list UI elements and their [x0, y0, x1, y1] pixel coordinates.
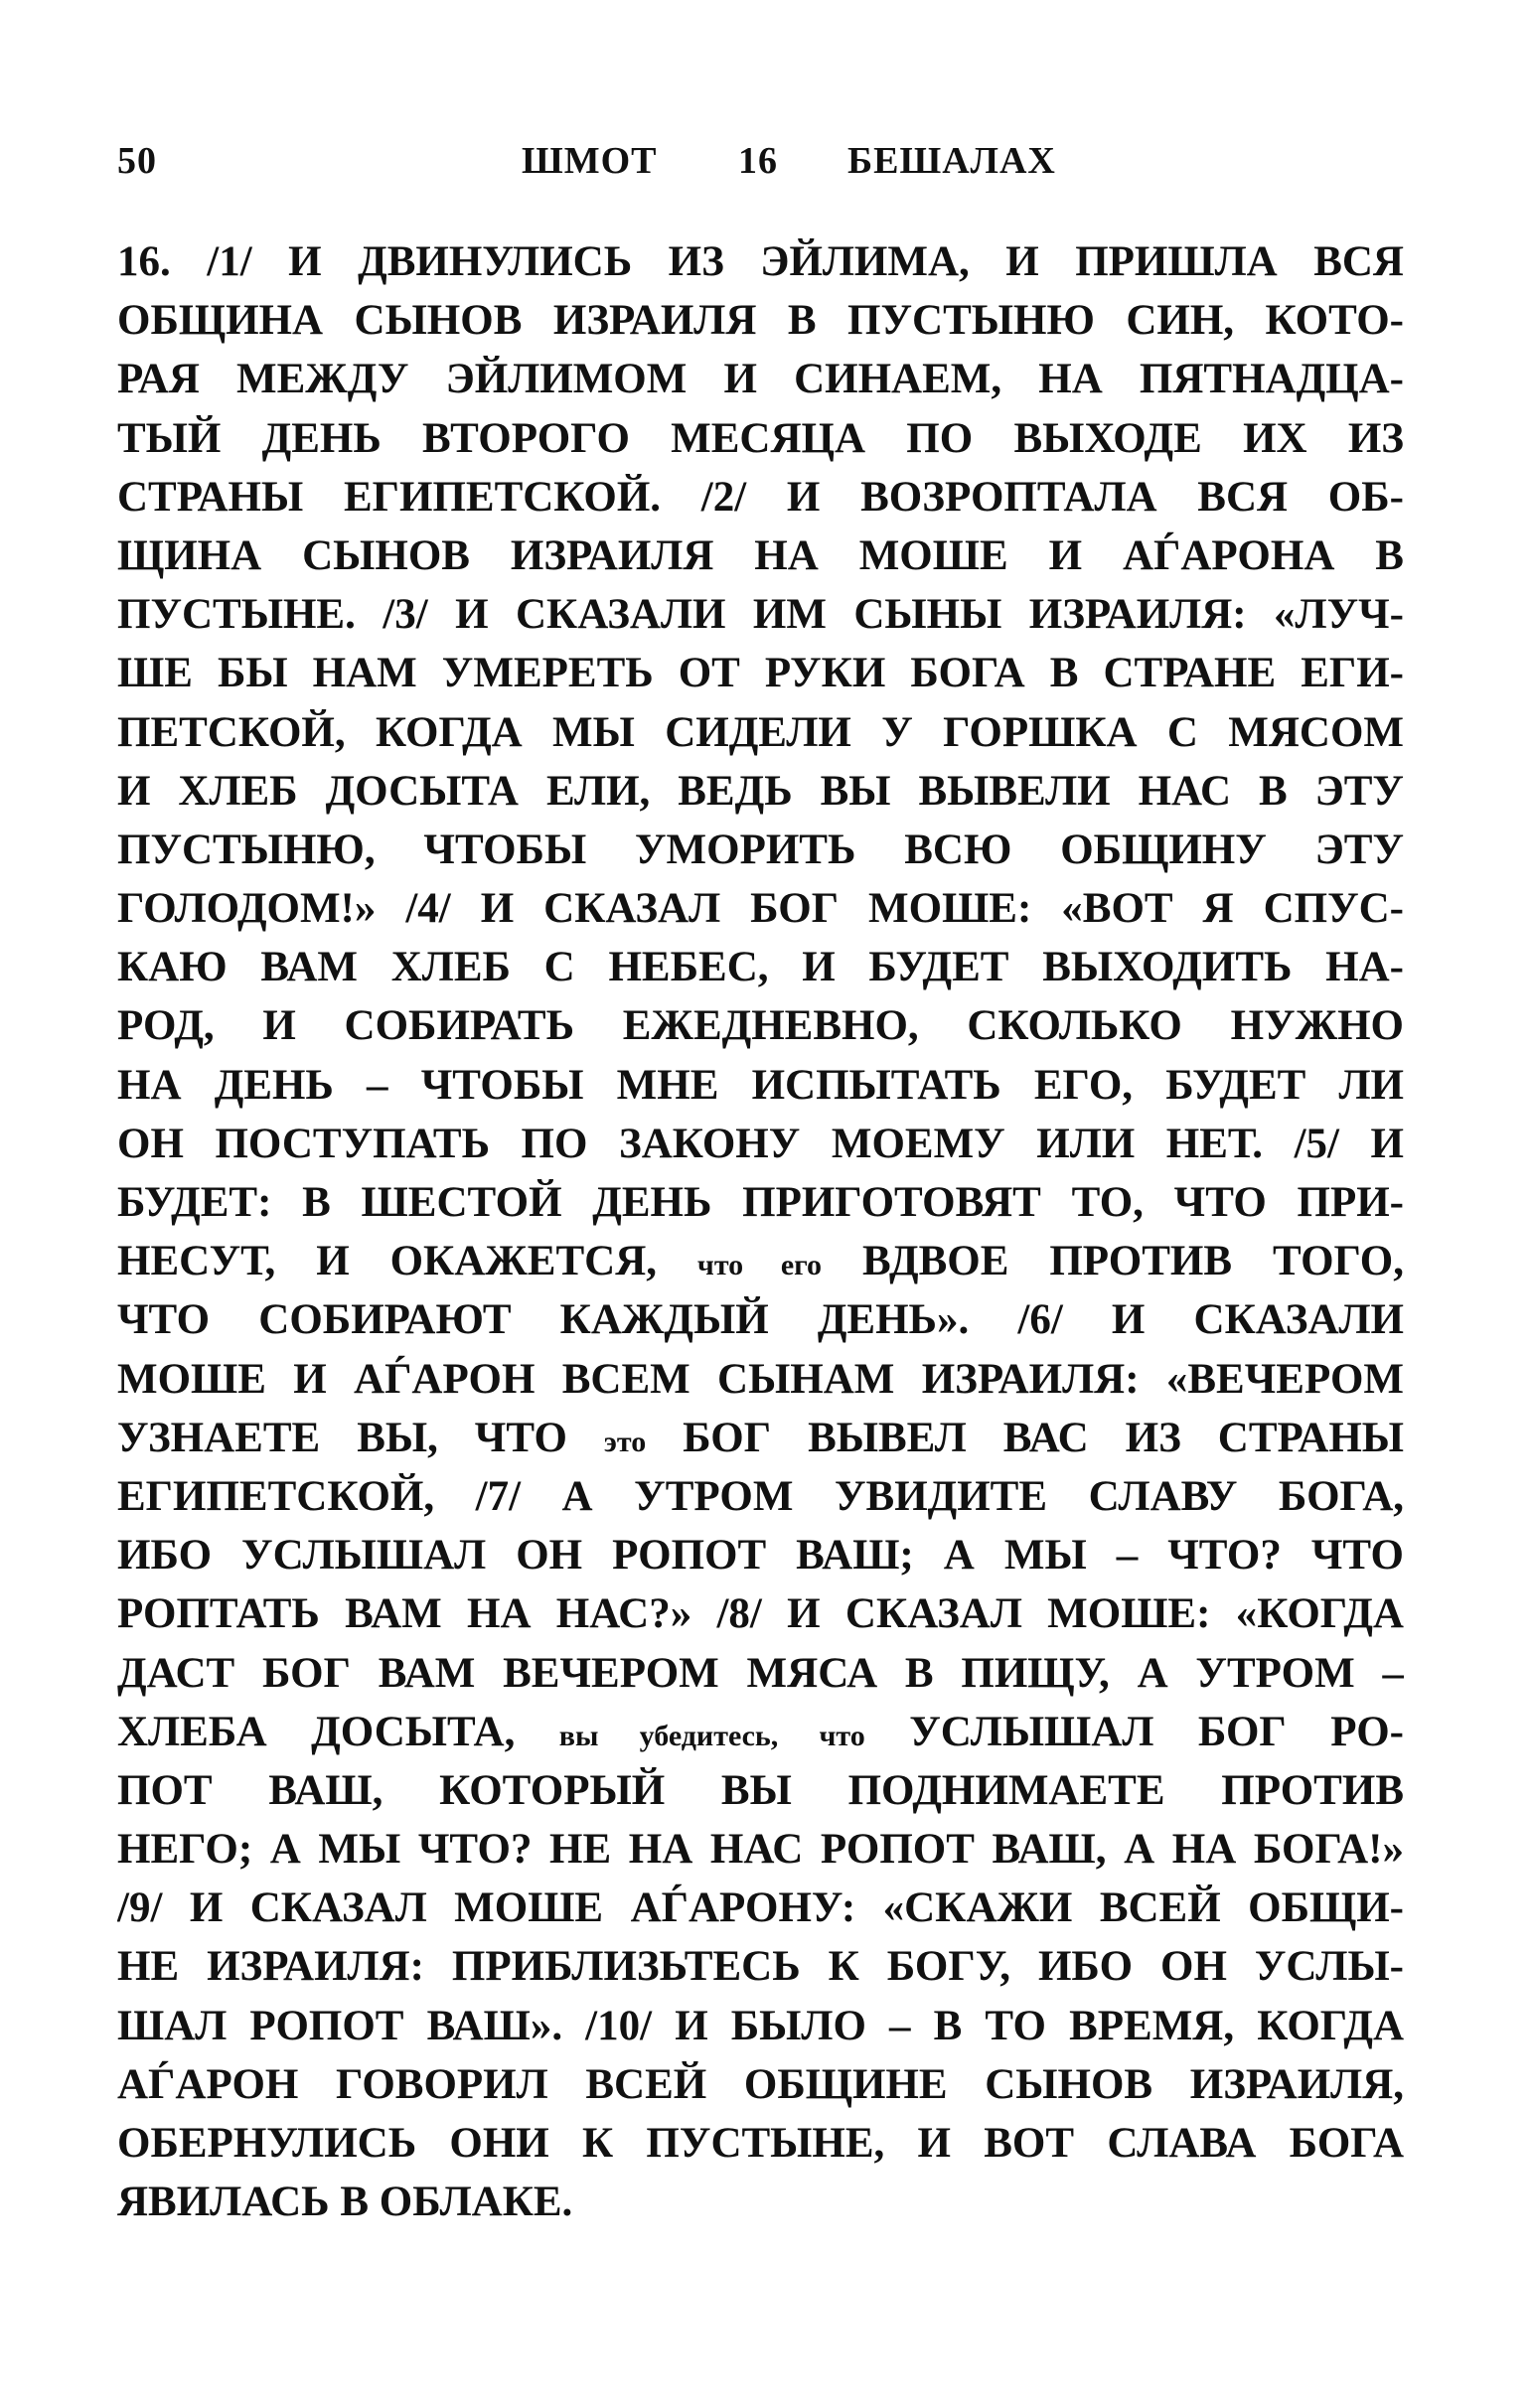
line-segment: ТЫЙ ДЕНЬ ВТОРОГО МЕСЯЦА ПО ВЫХОДЕ ИХ ИЗ: [117, 414, 1404, 462]
text-line: [117, 1290, 1404, 1349]
line-segment: НЕГО; А МЫ ЧТО? НЕ НА НАС РОПОТ ВАШ, А НА БОГА!»: [117, 1826, 1404, 1874]
text-line: [117, 821, 1404, 879]
text-line: [117, 585, 1404, 644]
line-segment: ПОТ ВАШ, КОТОРЫЙ ВЫ ПОДНИМАЕТЕ ПРОТИВ: [117, 1766, 1404, 1814]
text-line: [117, 1467, 1404, 1526]
text-line: [117, 232, 1404, 291]
line-segment: РОПТАТЬ ВАМ НА НАС?» /8/ И СКАЗАЛ МОШЕ: «КОГДА: [117, 1590, 1404, 1638]
line-segment: ШЕ БЫ НАМ УМЕРЕТЬ ОТ РУКИ БОГА В СТРАНЕ ЕГИ-: [117, 650, 1404, 697]
text-line: [117, 938, 1404, 996]
text-line: [117, 762, 1404, 821]
line-segment: КАЮ ВАМ ХЛЕБ С НЕБЕС, И БУДЕТ ВЫХОДИТЬ НА-: [117, 944, 1404, 991]
text-line: [117, 350, 1404, 408]
text-line: [117, 1761, 1404, 1820]
text-line: [117, 1584, 1404, 1643]
line-segment: ЧТО СОБИРАЮТ КАЖДЫЙ ДЕНЬ». /6/ И СКАЗАЛИ: [117, 1296, 1404, 1344]
line-segment: МОШЕ И АЃАРОН ВСЕМ СЫНАМ ИЗРАИЛЯ: «ВЕЧЕРОМ: [117, 1355, 1404, 1403]
text-line: [117, 1526, 1404, 1584]
text-line: [117, 468, 1404, 527]
line-segment: ОБЕРНУЛИСЬ ОНИ К ПУСТЫНЕ, И ВОТ СЛАВА БОГА: [117, 2120, 1404, 2167]
line-segment: ХЛЕБА ДОСЫТА,: [117, 1708, 559, 1755]
inserted-word: это: [603, 1425, 647, 1458]
line-segment: НЕ ИЗРАИЛЯ: ПРИБЛИЗЬТЕСЬ К БОГУ, ИБО ОН УСЛЫ-: [117, 1943, 1404, 1991]
line-segment: УЗНАЕТЕ ВЫ, ЧТО: [117, 1414, 604, 1461]
line-segment: ЯВИЛАСЬ В ОБЛАКЕ.: [117, 2179, 573, 2226]
text-line: [117, 527, 1404, 585]
text-line: [117, 1232, 1404, 1290]
text-line: [117, 1997, 1404, 2055]
chapter-text: [117, 232, 1404, 2231]
text-line: [117, 1879, 1404, 1937]
line-segment: ЩИНА СЫНОВ ИЗРАИЛЯ НА МОШЕ И АЃАРОНА В: [117, 531, 1404, 579]
text-line: [117, 291, 1404, 350]
page-number: 50: [117, 140, 157, 182]
line-segment: ДАСТ БОГ ВАМ ВЕЧЕРОМ МЯСА В ПИЩУ, А УТРОМ –: [117, 1649, 1404, 1697]
text-line: [117, 1115, 1404, 1173]
line-segment: ОН ПОСТУПАТЬ ПО ЗАКОНУ МОЕМУ ИЛИ НЕТ. /5/ И: [117, 1120, 1404, 1167]
line-segment: СТРАНЫ ЕГИПЕТСКОЙ. /2/ И ВОЗРОПТАЛА ВСЯ ОБ-: [117, 473, 1404, 521]
inserted-word: что его: [696, 1249, 823, 1282]
line-segment: ГОЛОДОМ!» /4/ И СКАЗАЛ БОГ МОШЕ: «ВОТ Я СПУС-: [117, 885, 1404, 933]
text-line: [117, 2114, 1404, 2173]
text-line: [117, 2055, 1404, 2114]
text-line: [117, 1644, 1404, 1703]
line-segment: БУДЕТ: В ШЕСТОЙ ДЕНЬ ПРИГОТОВЯТ ТО, ЧТО ПРИ-: [117, 1179, 1404, 1226]
book-title: ШМОТ: [522, 140, 658, 182]
text-line: [117, 1173, 1404, 1232]
chapter-number: 16: [738, 140, 778, 182]
running-header: [117, 131, 1404, 191]
line-segment: ПУСТЫНЮ, ЧТОБЫ УМОРИТЬ ВСЮ ОБЩИНУ ЭТУ: [117, 826, 1404, 873]
text-line: [117, 703, 1404, 762]
inserted-word: вы убедитесь, что: [558, 1719, 865, 1752]
line-segment: БОГ ВЫВЕЛ ВАС ИЗ СТРАНЫ: [646, 1414, 1404, 1461]
line-segment: ПЕТСКОЙ, КОГДА МЫ СИДЕЛИ У ГОРШКА С МЯСОМ: [117, 708, 1404, 756]
line-segment: УСЛЫШАЛ БОГ РО-: [864, 1708, 1404, 1755]
text-line: [117, 1937, 1404, 1996]
line-segment: ЕГИПЕТСКОЙ, /7/ А УТРОМ УВИДИТЕ СЛАВУ БОГА,: [117, 1472, 1404, 1520]
text-line: [117, 996, 1404, 1055]
line-segment: И ХЛЕБ ДОСЫТА ЕЛИ, ВЕДЬ ВЫ ВЫВЕЛИ НАС В ЭТУ: [117, 767, 1404, 815]
portion-title: БЕШАЛАХ: [847, 140, 1056, 182]
text-line: [117, 1703, 1404, 1761]
text-line: [117, 879, 1404, 938]
line-segment: ВДВОЕ ПРОТИВ ТОГО,: [822, 1238, 1404, 1285]
line-segment: РОД, И СОБИРАТЬ ЕЖЕДНЕВНО, СКОЛЬКО НУЖНО: [117, 1002, 1404, 1050]
text-line: [117, 1056, 1404, 1115]
line-segment: НЕСУТ, И ОКАЖЕТСЯ,: [117, 1238, 697, 1285]
line-segment: ПУСТЫНЕ. /3/ И СКАЗАЛИ ИМ СЫНЫ ИЗРАИЛЯ: «ЛУЧ-: [117, 591, 1404, 639]
line-segment: ИБО УСЛЫШАЛ ОН РОПОТ ВАШ; А МЫ – ЧТО? ЧТО: [117, 1532, 1404, 1580]
text-line: [117, 1820, 1404, 1879]
line-segment: РАЯ МЕЖДУ ЭЙЛИМОМ И СИНАЕМ, НА ПЯТНАДЦА-: [117, 356, 1404, 403]
text-line: [117, 1350, 1404, 1409]
text-line: [117, 1409, 1404, 1467]
line-segment: АЃАРОН ГОВОРИЛ ВСЕЙ ОБЩИНЕ СЫНОВ ИЗРАИЛЯ,: [117, 2060, 1404, 2108]
line-segment: ШАЛ РОПОТ ВАШ». /10/ И БЫЛО – В ТО ВРЕМЯ, КОГДА: [117, 2002, 1404, 2049]
text-line: [117, 2173, 1404, 2231]
line-segment: ОБЩИНА СЫНОВ ИЗРАИЛЯ В ПУСТЫНЮ СИН, КОТО-: [117, 297, 1404, 345]
text-line: [117, 409, 1404, 468]
line-segment: НА ДЕНЬ – ЧТОБЫ МНЕ ИСПЫТАТЬ ЕГО, БУДЕТ ЛИ: [117, 1061, 1404, 1109]
line-segment: 16. /1/ И ДВИНУЛИСЬ ИЗ ЭЙЛИМА, И ПРИШЛА ВСЯ: [117, 238, 1404, 285]
text-line: [117, 644, 1404, 702]
line-segment: /9/ И СКАЗАЛ МОШЕ АЃАРОНУ: «СКАЖИ ВСЕЙ ОБЩИ-: [117, 1884, 1404, 1932]
